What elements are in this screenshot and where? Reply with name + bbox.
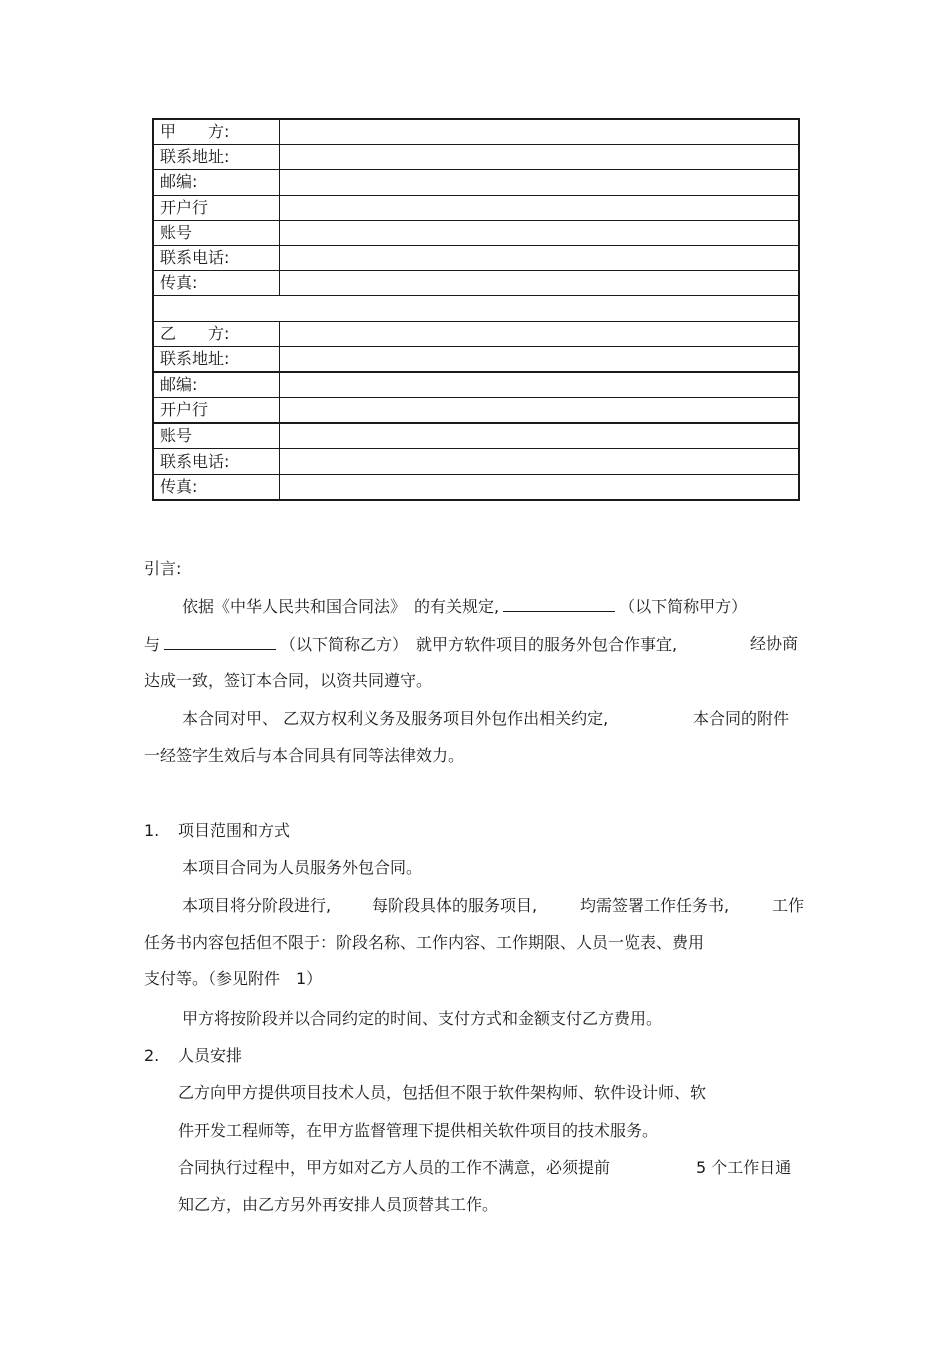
section-1-paragraph-1: 本项目合同为人员服务外包合同。 bbox=[182, 858, 423, 877]
party-b-phone-value[interactable] bbox=[279, 449, 799, 474]
party-a-bank-value[interactable] bbox=[279, 195, 799, 220]
party-a-account-label: 账号 bbox=[153, 220, 279, 245]
spacer-cell bbox=[153, 296, 799, 321]
table-row bbox=[153, 271, 799, 296]
section-1-paragraph-2-line-3: 支付等。（参见附件 1） bbox=[144, 969, 323, 988]
party-b-phone-label: 联系电话: bbox=[153, 449, 279, 474]
intro-paragraph-2-line-2: 一经签字生效后与本合同具有同等法律效力。 bbox=[144, 746, 465, 765]
party-b-fax-value[interactable] bbox=[279, 474, 799, 500]
intro-text: 本合同的附件 bbox=[693, 709, 790, 728]
party-b-name-label: 乙 方: bbox=[153, 321, 279, 346]
party-info-table bbox=[152, 118, 800, 501]
party-a-postcode-label: 邮编: bbox=[153, 170, 279, 195]
table-row bbox=[153, 170, 799, 195]
table-row bbox=[153, 474, 799, 500]
intro-heading: 引言: bbox=[144, 559, 182, 578]
intro-text: 依据《中华人民共和国合同法》 的有关规定, bbox=[182, 597, 500, 616]
party-b-address-value[interactable] bbox=[279, 346, 799, 372]
section-1-number: 1. bbox=[144, 821, 160, 840]
section-1-title: 项目范围和方式 bbox=[178, 821, 291, 840]
table-spacer-row bbox=[153, 296, 799, 321]
table-row bbox=[153, 195, 799, 220]
section-2-number: 2. bbox=[144, 1046, 160, 1065]
intro-paragraph-1-line-1 bbox=[182, 595, 747, 618]
party-b-account-label: 账号 bbox=[153, 423, 279, 449]
party-b-bank-value[interactable] bbox=[279, 398, 799, 424]
party-a-name-label: 甲 方: bbox=[153, 119, 279, 145]
section-1-text: 每阶段具体的服务项目, bbox=[372, 896, 538, 915]
party-a-address-value[interactable] bbox=[279, 145, 799, 170]
table-row bbox=[153, 145, 799, 170]
section-2-text: 5 个工作日通 bbox=[696, 1158, 792, 1177]
section-2-text: 合同执行过程中，甲方如对乙方人员的工作不满意，必须提前 bbox=[178, 1158, 611, 1177]
party-a-phone-value[interactable] bbox=[279, 245, 799, 270]
table-row bbox=[153, 220, 799, 245]
party-b-postcode-label: 邮编: bbox=[153, 372, 279, 398]
table-row bbox=[153, 398, 799, 424]
table-row bbox=[153, 449, 799, 474]
party-a-bank-label: 开户行 bbox=[153, 195, 279, 220]
section-2-title: 人员安排 bbox=[178, 1046, 243, 1065]
intro-text: （以下简称乙方） 就甲方软件项目的服务外包合作事宜, bbox=[280, 635, 678, 654]
table-row bbox=[153, 321, 799, 346]
party-a-phone-label: 联系电话: bbox=[153, 245, 279, 270]
party-b-address-label: 联系地址: bbox=[153, 346, 279, 372]
intro-paragraph-1-line-3: 达成一致，签订本合同，以资共同遵守。 bbox=[144, 671, 433, 690]
party-b-account-value[interactable] bbox=[279, 423, 799, 449]
intro-text: 经协商 bbox=[750, 634, 799, 653]
intro-paragraph-1-line-2 bbox=[144, 633, 677, 656]
section-1-text: 工作 bbox=[772, 896, 805, 915]
party-b-name-value[interactable] bbox=[279, 321, 799, 346]
party-a-name-blank[interactable] bbox=[503, 595, 615, 612]
table-row bbox=[153, 245, 799, 270]
party-a-fax-value[interactable] bbox=[279, 271, 799, 296]
section-1-text: 本项目将分阶段进行, bbox=[182, 896, 332, 915]
party-b-name-blank[interactable] bbox=[164, 633, 276, 650]
party-a-name-value[interactable] bbox=[279, 119, 799, 145]
table-row bbox=[153, 119, 799, 145]
section-1-paragraph-3: 甲方将按阶段并以合同约定的时间、支付方式和金额支付乙方费用。 bbox=[182, 1009, 663, 1028]
party-b-postcode-value[interactable] bbox=[279, 372, 799, 398]
party-b-fax-label: 传真: bbox=[153, 474, 279, 500]
party-b-bank-label: 开户行 bbox=[153, 398, 279, 424]
intro-text: 与 bbox=[144, 635, 161, 654]
table-row bbox=[153, 372, 799, 398]
intro-paragraph-2-line-1: 本合同对甲、 乙双方权利义务及服务项目外包作出相关约定, bbox=[182, 709, 609, 728]
party-a-fax-label: 传真: bbox=[153, 271, 279, 296]
intro-text: （以下简称甲方） bbox=[619, 597, 748, 616]
section-2-paragraph-2-line-2: 知乙方，由乙方另外再安排人员顶替其工作。 bbox=[178, 1195, 499, 1214]
table-row bbox=[153, 423, 799, 449]
section-2-paragraph-1-line-2: 件开发工程师等，在甲方监督管理下提供相关软件项目的技术服务。 bbox=[178, 1121, 659, 1140]
party-a-address-label: 联系地址: bbox=[153, 145, 279, 170]
section-1-text: 均需签署工作任务书, bbox=[580, 896, 730, 915]
party-a-postcode-value[interactable] bbox=[279, 170, 799, 195]
section-2-paragraph-1-line-1: 乙方向甲方提供项目技术人员，包括但不限于软件架构师、软件设计师、软 bbox=[178, 1083, 707, 1102]
table-row bbox=[153, 346, 799, 372]
party-a-account-value[interactable] bbox=[279, 220, 799, 245]
section-1-paragraph-2-line-2: 任务书内容包括但不限于：阶段名称、工作内容、工作期限、人员一览表、费用 bbox=[144, 933, 705, 952]
